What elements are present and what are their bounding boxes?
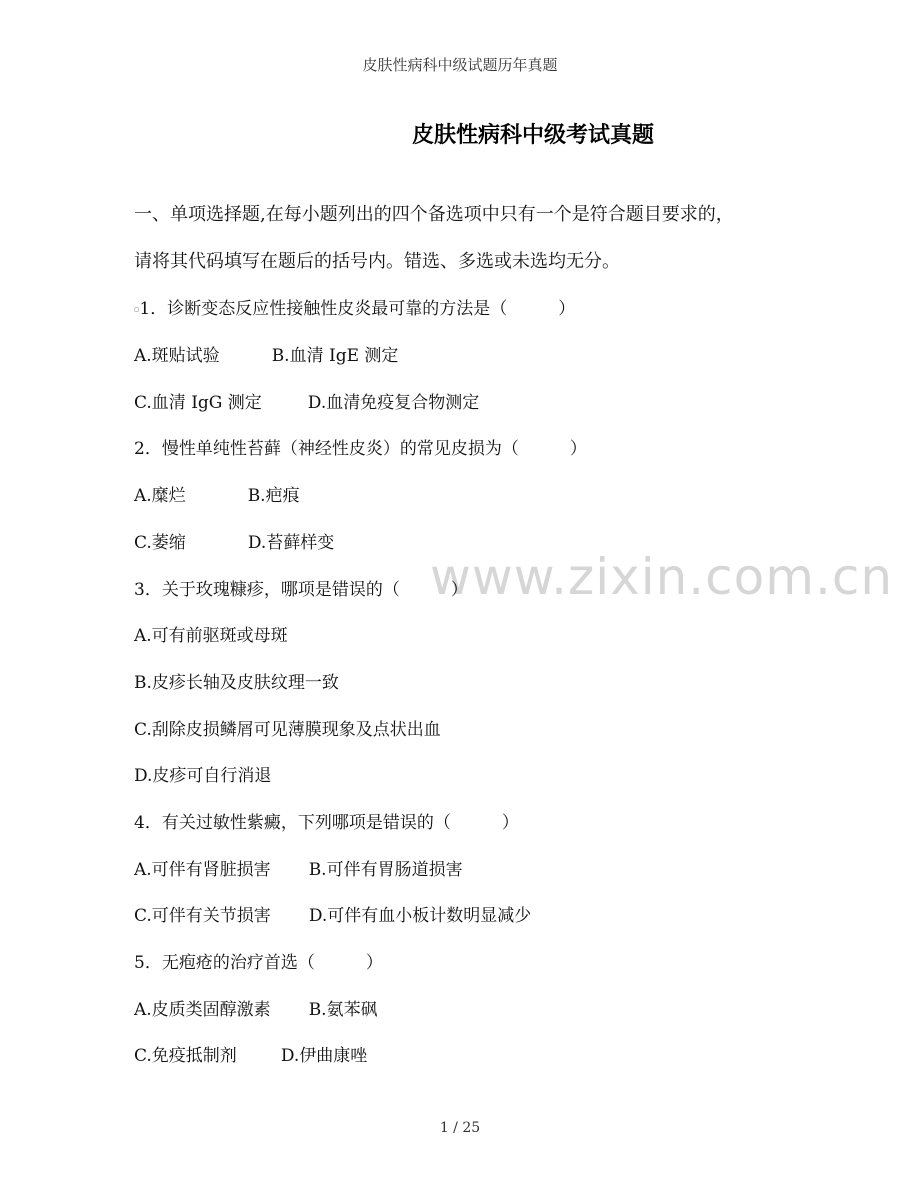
page-number: 1 / 25 — [439, 1120, 481, 1136]
question-3-option-d: D.皮疹可自行消退 — [134, 766, 272, 786]
question-4-option-b: B.可伴有胃肠道损害 — [308, 860, 463, 880]
question-1 — [134, 297, 575, 322]
question-3-option-a: A.可有前驱斑或母斑 — [134, 626, 288, 646]
question-1-stem: 1．诊断变态反应性接触性皮炎最可靠的方法是（ ） — [139, 299, 576, 319]
question-5-stem: 5．无疱疮的治疗首选（ ） — [134, 953, 383, 973]
document-title: 皮肤性病科中级考试真题 — [412, 122, 655, 148]
question-2-stem: 2．慢性单纯性苔藓（神经性皮炎）的常见皮损为（ ） — [134, 439, 587, 459]
question-5 — [134, 951, 383, 975]
question-3-option-c-row — [134, 718, 441, 742]
question-1-options-row2 — [134, 391, 479, 415]
question-2-option-c: C.萎缩 — [134, 533, 186, 553]
question-2-options-row1 — [134, 484, 300, 508]
question-3-option-b-row — [134, 671, 339, 695]
question-4-stem: 4．有关过敏性紫癜，下列哪项是错误的（ ） — [134, 813, 519, 833]
question-1-option-d: D.血清免疫复合物测定 — [307, 393, 480, 413]
question-4-option-c: C.可伴有关节损害 — [134, 906, 271, 926]
question-3-stem: 3．关于玫瑰糠疹，哪项是错误的（ ） — [134, 580, 468, 600]
question-5-option-a: A.皮质类固醇激素 — [134, 1000, 271, 1020]
question-3 — [134, 578, 468, 602]
section-instructions-line2: 请将其代码填写在题后的括号内。错选、多选或未选均无分。 — [134, 251, 620, 272]
question-1-option-c: C.血清 IgG 测定 — [134, 393, 262, 413]
watermark: www.zixin.com.cn — [430, 548, 894, 606]
question-2 — [134, 437, 587, 461]
section-instructions-line1: 一、单项选择题,在每小题列出的四个备选项中只有一个是符合题目要求的， — [134, 204, 734, 225]
question-4-options-row2 — [134, 904, 531, 928]
question-3-option-c: C.刮除皮损鳞屑可见薄膜现象及点状出血 — [134, 720, 441, 740]
question-1-option-a: A.斑贴试验 — [134, 346, 220, 366]
list-marker: ▫ — [134, 304, 140, 314]
question-5-options-row2 — [134, 1044, 367, 1068]
question-1-options-row1 — [134, 344, 398, 368]
question-5-options-row1 — [134, 998, 378, 1022]
question-4-options-row1 — [134, 858, 463, 882]
question-5-option-d: D.伊曲康唑 — [280, 1046, 368, 1066]
question-3-option-d-row — [134, 764, 271, 788]
question-3-option-b: B.皮疹长轴及皮肤纹理一致 — [134, 673, 339, 693]
question-4-option-a: A.可伴有肾脏损害 — [134, 860, 271, 880]
running-header: 皮肤性病科中级试题历年真题 — [362, 56, 558, 74]
question-4 — [134, 811, 519, 835]
question-4-option-d: D.可伴有血小板计数明显减少 — [308, 906, 532, 926]
question-3-option-a-row — [134, 624, 288, 648]
question-5-option-b: B.氨苯砜 — [308, 1000, 378, 1020]
question-2-options-row2 — [134, 531, 334, 555]
question-2-option-d: D.苔藓样变 — [247, 533, 335, 553]
question-2-option-b: B.疤痕 — [247, 486, 300, 506]
question-2-option-a: A.糜烂 — [134, 486, 186, 506]
question-5-option-c: C.免疫抵制剂 — [134, 1046, 237, 1066]
question-1-option-b: B.血清 IgE 测定 — [271, 346, 399, 366]
